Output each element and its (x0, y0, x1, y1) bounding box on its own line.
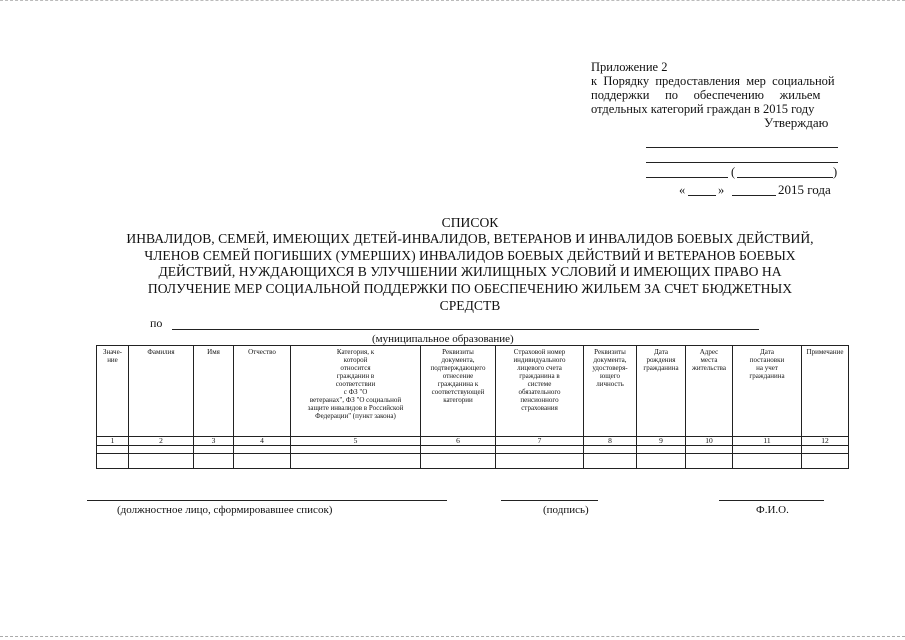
col-header-category-document: Реквизиты документа, подтверждающего отнесение гражданина к соответствующей категории (421, 346, 496, 437)
table-header-row (97, 346, 849, 437)
column-number: 10 (686, 437, 733, 446)
column-number: 11 (733, 437, 802, 446)
signature-line (501, 500, 598, 501)
col-header-value: Значе- ние (97, 346, 129, 437)
appendix-line-1: к Порядку предоставления мер социальной (591, 74, 835, 88)
column-number: 2 (129, 437, 194, 446)
col-header-identity-document: Реквизиты документа, удостоверя- ющего личность (584, 346, 637, 437)
official-line (87, 500, 447, 501)
column-number: 4 (234, 437, 291, 446)
col-header-snils: Страховой номер индивидуального лицевого счета гражданина в системе обязательного пенсионного страхования (496, 346, 584, 437)
title-line-1: ИНВАЛИДОВ, СЕМЕЙ, ИМЕЮЩИХ ДЕТЕЙ-ИНВАЛИДОВ, ВЕТЕРАНОВ И ИНВАЛИДОВ БОЕВЫХ ДЕЙСТВИЙ, (126, 231, 814, 246)
approve-label: Утверждаю (764, 115, 829, 130)
table-row (97, 454, 849, 469)
date-day-line (688, 195, 716, 196)
column-number: 9 (637, 437, 686, 446)
column-number: 5 (291, 437, 421, 446)
citizens-table (96, 345, 849, 469)
title-line-4: ПОЛУЧЕНИЕ МЕР СОЦИАЛЬНОЙ ПОДДЕРЖКИ ПО ОБЕСПЕЧЕНИЮ ЖИЛЬЕМ ЗА СЧЕТ БЮДЖЕТНЫХ (147, 281, 793, 296)
official-caption: (должностное лицо, сформировавшее список) (117, 504, 333, 516)
appendix-title: Приложение 2 (591, 60, 668, 74)
municipality-prefix: по (150, 316, 163, 330)
municipality-line (172, 329, 759, 330)
column-number: 7 (496, 437, 584, 446)
approval-line-2 (646, 162, 838, 163)
date-quote-open: « (679, 183, 686, 197)
col-header-address: Адрес места жительства (686, 346, 733, 437)
col-header-patronymic: Отчество (234, 346, 291, 437)
scan-edge-bottom (0, 636, 905, 638)
municipality-caption: (муниципальное образование) (372, 333, 514, 345)
approval-name-line (737, 177, 833, 178)
col-header-category: Категория, к которой относится гражданин в соответствии с ФЗ "О ветеранах", ФЗ "О социальной защите инвалидов в Российской Федерации" (пункт закона) (291, 346, 421, 437)
column-number: 3 (194, 437, 234, 446)
column-number: 1 (97, 437, 129, 446)
col-header-note: Примечание (802, 346, 849, 437)
appendix-line-2: поддержки по обеспечению жильем (591, 88, 821, 102)
title-line-3: ДЕЙСТВИЙ, НУЖДАЮЩИХСЯ В УЛУЧШЕНИИ ЖИЛИЩНЫХ УСЛОВИЙ И ИМЕЮЩИХ ПРАВО НА (158, 264, 782, 279)
column-number: 8 (584, 437, 637, 446)
scan-edge-top (0, 0, 905, 2)
col-header-surname: Фамилия (129, 346, 194, 437)
paren-open: ( (731, 165, 736, 179)
col-header-registration-date: Дата постановки на учет гражданина (733, 346, 802, 437)
approval-line-1 (646, 147, 838, 148)
appendix-line-3: отдельных категорий граждан в 2015 году (591, 102, 815, 116)
column-number: 12 (802, 437, 849, 446)
date-year: 2015 года (778, 182, 831, 197)
fio-caption: Ф.И.О. (756, 504, 789, 516)
date-quote-close: » (718, 183, 725, 197)
fio-line (719, 500, 824, 501)
col-header-name: Имя (194, 346, 234, 437)
title-line-2: ЧЛЕНОВ СЕМЕЙ ПОГИБШИХ (УМЕРШИХ) ИНВАЛИДОВ БОЕВЫХ ДЕЙСТВИЙ И ВЕТЕРАНОВ БОЕВЫХ (144, 248, 796, 263)
column-number: 6 (421, 437, 496, 446)
table-row (97, 446, 849, 454)
signature-caption: (подпись) (543, 504, 589, 516)
paren-close: ) (833, 165, 838, 179)
date-month-line (732, 195, 776, 196)
table-number-row (97, 437, 849, 446)
approval-signature-line (646, 177, 728, 178)
col-header-birth-date: Дата рождения гражданина (637, 346, 686, 437)
title-line-5: СРЕДСТВ (439, 298, 501, 313)
document-title: СПИСОК (441, 215, 499, 230)
